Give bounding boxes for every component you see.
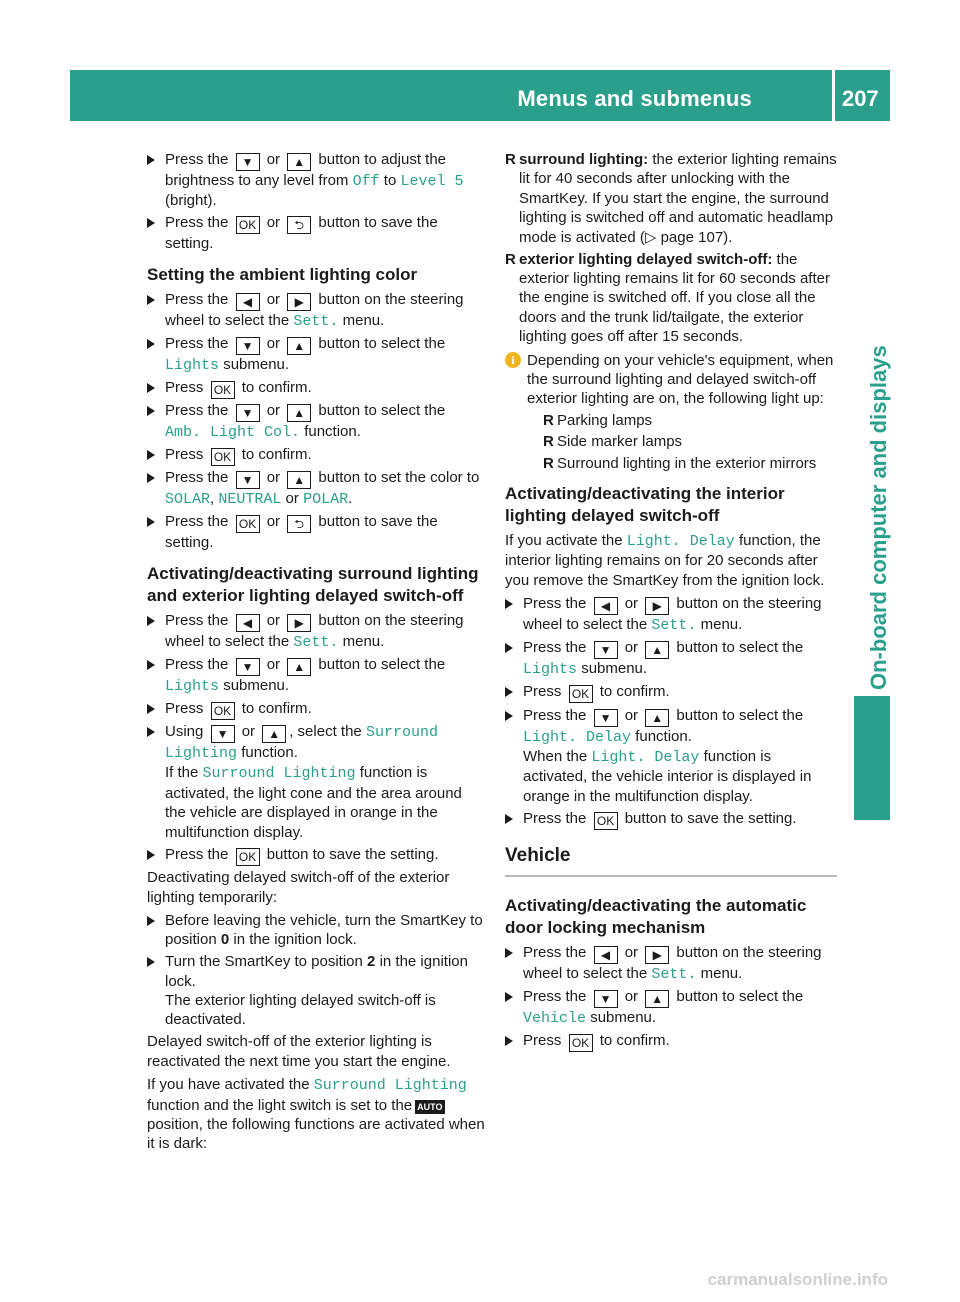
- arrow-icon: [147, 517, 155, 527]
- arrow-icon: [147, 295, 155, 305]
- arrow-icon: [147, 218, 155, 228]
- arrow-icon: [147, 155, 155, 165]
- down-key-icon: ▼: [594, 641, 618, 659]
- step: Press the ▼ or ▲ button to select the Lights submenu.: [147, 655, 485, 696]
- left-key-icon: ◀: [236, 614, 260, 632]
- arrow-icon: [505, 711, 513, 721]
- arrow-icon: [147, 450, 155, 460]
- arrow-icon: [505, 948, 513, 958]
- right-key-icon: ▶: [645, 946, 669, 964]
- list-item: R exterior lighting delayed switch-off: the exterior lighting remains lit for 60 seconds after the engine is switched off. If you close all the doors and the trunk lid/tailgate, the exterior lighting goes off after 15 seconds.: [505, 250, 830, 346]
- list-item: R Side marker lamps: [543, 433, 683, 451]
- right-key-icon: ▶: [287, 614, 311, 632]
- arrow-icon: [147, 850, 155, 860]
- step: Press OK to confirm.: [147, 445, 485, 466]
- step: Press the OK or ⮌ button to save the setting.: [147, 213, 485, 253]
- step: Press the ▼ or ▲ button to set the color to SOLAR, NEUTRAL or POLAR.: [147, 468, 485, 509]
- side-tab-label: On-board computer and displays: [866, 345, 891, 690]
- list-item: R Surround lighting in the exterior mirrors: [543, 454, 817, 472]
- header-separator: [832, 70, 835, 121]
- bullet-icon: R: [543, 411, 554, 429]
- arrow-icon: [505, 992, 513, 1002]
- arrow-icon: [147, 473, 155, 483]
- info-note: i Depending on your vehicle's equipment, when the surround lighting and delayed switch-off exterior lighting are on, the following light up: R Parking lamps R Side marker lamps R Surround lighting in the exterior mirrors: [505, 351, 837, 473]
- ok-key-icon: OK: [236, 515, 260, 533]
- ok-key-icon: OK: [236, 216, 260, 234]
- auto-switch-icon: AUTO: [417, 1101, 443, 1112]
- down-key-icon: ▼: [236, 153, 260, 171]
- bullet-icon: R: [505, 151, 516, 168]
- header-title: Menus and submenus: [517, 86, 752, 111]
- arrow-icon: [505, 687, 513, 697]
- arrow-icon: [147, 616, 155, 626]
- arrow-icon: [147, 406, 155, 416]
- step: Before leaving the vehicle, turn the SmartKey to position 0 in the ignition lock.: [147, 911, 485, 950]
- bullet-icon: R: [505, 250, 516, 268]
- ok-key-icon: OK: [569, 1034, 593, 1052]
- down-key-icon: ▼: [594, 990, 618, 1008]
- ok-key-icon: OK: [211, 702, 235, 720]
- up-key-icon: ▲: [262, 725, 286, 743]
- up-key-icon: ▲: [287, 471, 311, 489]
- arrow-icon: [147, 916, 155, 926]
- arrow-icon: [147, 383, 155, 393]
- info-icon: i: [505, 352, 521, 368]
- step: Press the ◀ or ▶ button on the steering wheel to select the Sett. menu.: [505, 594, 837, 635]
- down-key-icon: ▼: [236, 337, 260, 355]
- step: Press the ▼ or ▲ button to select the Light. Delay function. When the Light. Delay function is activated, the vehicle interior is displayed in orange in the multifunction display.: [505, 706, 837, 807]
- step: Press the ▼ or ▲ button to select the Amb. Light Col. function.: [147, 401, 485, 442]
- paragraph: Delayed switch-off of the exterior lighting is reactivated the next time you start the engine.: [147, 1033, 451, 1070]
- page-number: 207: [842, 86, 879, 111]
- step: Press the ◀ or ▶ button on the steering wheel to select the Sett. menu.: [147, 290, 485, 331]
- ok-key-icon: OK: [211, 381, 235, 399]
- bullet-icon: R: [543, 454, 554, 472]
- step: Press OK to confirm.: [147, 699, 485, 720]
- step: Press the ◀ or ▶ button on the steering wheel to select the Sett. menu.: [505, 943, 837, 984]
- right-key-icon: ▶: [645, 597, 669, 615]
- down-key-icon: ▼: [236, 404, 260, 422]
- up-key-icon: ▲: [645, 990, 669, 1008]
- step: Turn the SmartKey to position 2 in the ignition lock. The exterior lighting delayed switch-off is deactivated.: [147, 952, 485, 1030]
- section-heading: Activating/deactivating surround lighting and exterior lighting delayed switch-off: [147, 563, 479, 605]
- ok-key-icon: OK: [594, 812, 618, 830]
- step: Using ▼ or ▲ , select the Surround Lighting function. If the Surround Lighting function is activated, the light cone and the area around the vehicle are displayed in orange in the multifunction display.: [147, 722, 485, 842]
- paragraph: Deactivating delayed switch-off of the exterior lighting temporarily:: [147, 869, 450, 906]
- left-column: [147, 150, 485, 1158]
- step: Press the ▼ or ▲ button to select the Lights submenu.: [147, 334, 485, 375]
- left-key-icon: ◀: [594, 946, 618, 964]
- ok-key-icon: OK: [236, 848, 260, 866]
- down-key-icon: ▼: [236, 471, 260, 489]
- paragraph: If you have activated the Surround Lighting function and the light switch is set to the AUTO position, the following functions are activated when it is dark:: [147, 1076, 485, 1153]
- right-key-icon: ▶: [287, 293, 311, 311]
- watermark: carmanualsonline.info: [707, 1270, 888, 1289]
- step: Press the OK button to save the setting.: [505, 809, 837, 830]
- arrow-icon: [505, 1036, 513, 1046]
- up-key-icon: ▲: [287, 404, 311, 422]
- back-key-icon: ⮌: [287, 515, 311, 533]
- down-key-icon: ▼: [594, 709, 618, 727]
- section-heading: Setting the ambient lighting color: [147, 264, 418, 284]
- bullet-icon: R: [543, 433, 554, 451]
- up-key-icon: ▲: [287, 658, 311, 676]
- arrow-icon: [147, 957, 155, 967]
- section-title-vehicle: Vehicle: [505, 846, 837, 877]
- up-key-icon: ▲: [645, 641, 669, 659]
- arrow-icon: [505, 814, 513, 824]
- page-header: [70, 70, 890, 121]
- down-key-icon: ▼: [236, 658, 260, 676]
- down-key-icon: ▼: [211, 725, 235, 743]
- step: Press the ◀ or ▶ button on the steering wheel to select the Sett. menu.: [147, 611, 485, 652]
- left-key-icon: ◀: [236, 293, 260, 311]
- up-key-icon: ▲: [645, 709, 669, 727]
- step: Press the ▼ or ▲ button to select the Lights submenu.: [505, 638, 837, 679]
- step: Press OK to confirm.: [505, 682, 837, 703]
- right-column: [505, 150, 837, 1054]
- step: Press OK to confirm.: [147, 378, 485, 399]
- list-item: R surround lighting: the exterior lighting remains lit for 40 seconds after unlocking with the SmartKey. If you start the engine, the surround lighting is switched off and automatic headlamp mode is activated (▷ page 107).: [505, 151, 837, 246]
- step: Press the ▼ or ▲ button to select the Vehicle submenu.: [505, 987, 837, 1028]
- ok-key-icon: OK: [569, 685, 593, 703]
- list-item: R Parking lamps: [543, 411, 653, 429]
- step: Press OK to confirm.: [505, 1031, 837, 1052]
- step: Press the ▼ or ▲ button to adjust the brightness to any level from Off to Level 5 (bright).: [147, 150, 485, 211]
- side-tab-marker: [854, 696, 890, 820]
- arrow-icon: [505, 643, 513, 653]
- step: Press the OK or ⮌ button to save the setting.: [147, 512, 485, 552]
- arrow-icon: [147, 727, 155, 737]
- section-heading: Activating/deactivating the automatic door locking mechanism: [505, 896, 807, 938]
- section-heading: Activating/deactivating the interior lighting delayed switch-off: [505, 484, 785, 525]
- up-key-icon: ▲: [287, 337, 311, 355]
- up-key-icon: ▲: [287, 153, 311, 171]
- arrow-icon: [147, 339, 155, 349]
- paragraph: If you activate the Light. Delay function, the interior lighting remains on for 20 seconds after you remove the SmartKey from the ignition lock.: [505, 532, 825, 589]
- step: Press the OK button to save the setting.: [147, 845, 485, 866]
- back-key-icon: ⮌: [287, 216, 311, 234]
- arrow-icon: [147, 704, 155, 714]
- arrow-icon: [147, 660, 155, 670]
- left-key-icon: ◀: [594, 597, 618, 615]
- ok-key-icon: OK: [211, 448, 235, 466]
- arrow-icon: [505, 599, 513, 609]
